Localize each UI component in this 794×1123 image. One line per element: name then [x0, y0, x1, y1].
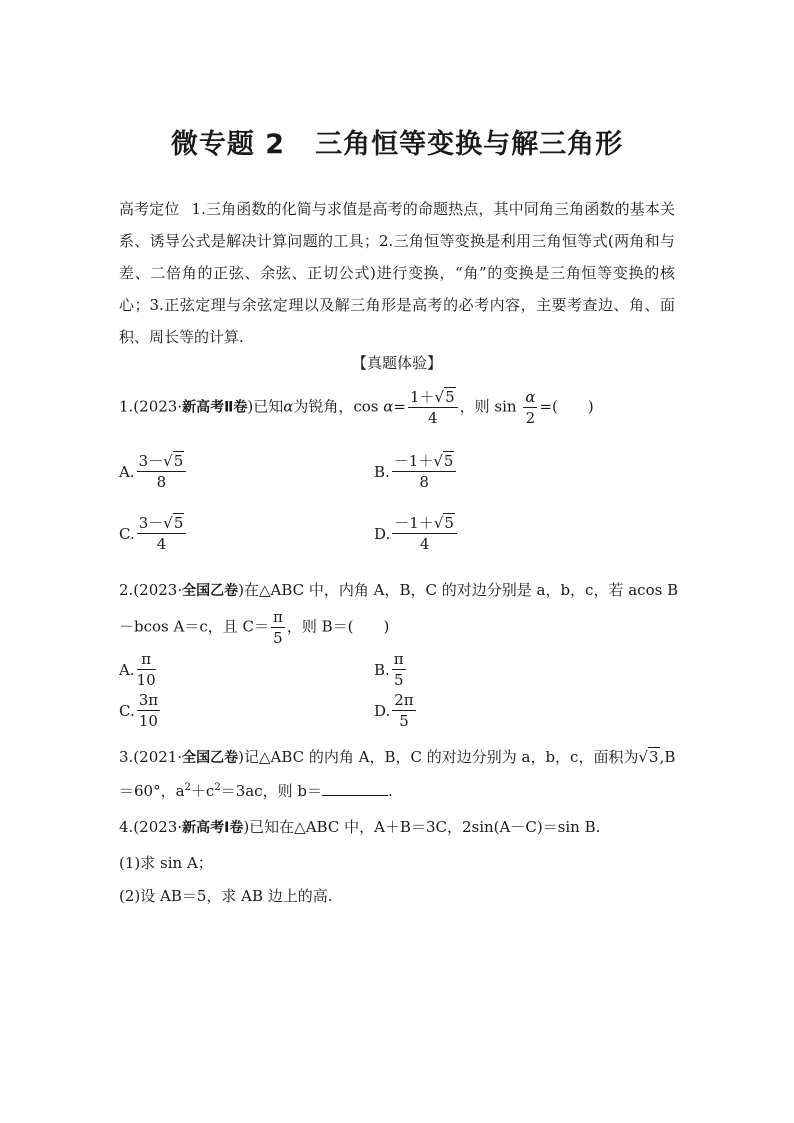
q1-option-a[interactable]: A. $\frac{3-√5}{8}$ [119, 452, 188, 491]
exam-positioning [119, 193, 675, 353]
title-sub: 三角恒等变换与解三角形 [315, 129, 624, 160]
q3-line1-end: ,B [659, 748, 676, 766]
q3-line2c: ＝3ac，则 b＝ [220, 782, 322, 800]
q2-d-den: 5 [399, 712, 409, 730]
q1-sin-den: 2 [525, 409, 536, 427]
q1-source: 新高考Ⅱ卷 [182, 399, 248, 416]
q1-text4: =( ) [539, 397, 594, 416]
q4-prefix: 4.(2023· [119, 818, 183, 836]
q2-option-a[interactable] [119, 650, 158, 689]
q1-option-a-label: A. [119, 462, 135, 481]
q3-line1: )记△ABC 的内角 A，B，C 的对边分别为 a，b，c，面积为 [238, 748, 639, 766]
q2-option-d-label: D. [374, 701, 391, 720]
q2-c-num: π [272, 608, 283, 626]
intro-lead: 高考定位 [119, 200, 180, 218]
q1-a-den: 8 [156, 473, 167, 491]
q1-alpha: α [283, 397, 294, 416]
question-3-stem: 3.(2021·全国乙卷)记△ABC 的内角 A，B，C 的对边分别为 a，b，c，面积为√3,B [119, 748, 676, 766]
q1-cos-num: 1＋ [409, 388, 435, 406]
q1-b-den: 8 [419, 473, 429, 491]
q1-text3: ，则 sin [459, 397, 522, 416]
q1-b-num: －1＋ [393, 452, 434, 470]
q1-option-b-label: B. [374, 462, 390, 481]
q1-option-d-label: D. [374, 524, 391, 543]
q2-option-d[interactable] [374, 691, 418, 730]
q2-a-den: 10 [136, 671, 156, 689]
intro-body: 1.三角函数的化简与求值是高考的命题热点，其中同角三角函数的基本关系、诱导公式是解决计算问题的工具；2.三角恒等变换是利用三角恒等式(两角和与差、二倍角的正弦、余弦、正切公式)进行变换，“角”的变换是三角恒等变换的核心；3.正弦定理与余弦定理以及解三角形是高考的必考内容，主要考查边、角、面积、周长等的计算. [119, 200, 675, 346]
q2-c-opt-den: 10 [138, 712, 158, 730]
page-title [0, 122, 794, 161]
q1-d-den: 4 [419, 535, 430, 553]
q2-line1: )在△ABC 中，内角 A，B，C 的对边分别是 a，b，c，若 acos B [238, 581, 679, 599]
section-heading: 【真题体验】 [351, 354, 442, 372]
q1-b-sqrt: 5 [443, 452, 454, 470]
q1-c-sqrt: 5 [173, 514, 184, 532]
q2-c-opt-num: 3π [138, 691, 159, 709]
q2-source: 全国乙卷 [182, 583, 239, 599]
q3-prefix: 3.(2021· [119, 748, 183, 766]
q3-line2-end: . [387, 782, 393, 800]
q1-option-c-label: C. [119, 524, 135, 543]
q1-option-b[interactable]: B. $\frac{-1+√5}{8}$ [374, 452, 458, 491]
q1-cos-sqrt: 5 [445, 388, 455, 406]
q2-c-den: 5 [273, 629, 283, 647]
title-main: 微专题 2 [170, 129, 286, 160]
q1-sin-fraction [523, 388, 537, 427]
q2-line2b: ，则 B＝( ) [286, 617, 390, 636]
q1-a-sqrt: 5 [173, 452, 184, 470]
q2-option-b-label: B. [374, 660, 390, 679]
q2-option-a-label: A. [119, 660, 135, 679]
q1-prefix: 1.(2023· [119, 397, 183, 416]
q1-cos-fraction: $\frac{1+√5}{4}$ [408, 388, 458, 427]
q1-text1: 为锐角，cos [293, 397, 384, 416]
q2-prefix: 2.(2023· [119, 581, 183, 599]
q1-text: )已知 [247, 397, 284, 416]
q2-b-num: π [393, 650, 404, 668]
q1-c-num: 3－ [138, 514, 164, 532]
q4-line1: )已知在△ABC 中，A＋B＝3C，2sin(A－C)＝sin B. [243, 818, 601, 836]
q3-sqrt: 3 [649, 748, 659, 766]
q2-option-c[interactable] [119, 691, 162, 730]
q1-alpha-2: α [383, 397, 394, 416]
q3-line2a: ＝60°，a [119, 782, 185, 800]
q1-text2: = [393, 397, 406, 416]
q3-sup-a: 2 [184, 782, 191, 793]
q1-a-num: 3－ [138, 452, 164, 470]
q3-sup-c: 2 [214, 782, 221, 793]
q1-c-den: 4 [156, 535, 167, 553]
q2-line2a: －bcos A＝c，且 C＝ [119, 617, 269, 636]
q2-b-den: 5 [393, 671, 404, 689]
question-1-stem [119, 388, 594, 427]
q3-line2b: ＋c [190, 782, 215, 800]
answer-blank[interactable] [322, 781, 388, 796]
q1-d-num: －1＋ [394, 514, 434, 532]
q1-d-sqrt: 5 [444, 514, 454, 532]
q1-cos-den: 4 [428, 409, 438, 427]
q3-source: 全国乙卷 [182, 750, 239, 766]
q2-d-num: 2π [394, 691, 414, 709]
q4-source: 新高考Ⅰ卷 [182, 820, 244, 836]
q2-option-b[interactable] [374, 650, 408, 689]
q2-option-c-label: C. [119, 701, 135, 720]
q4-part-2: (2)设 AB＝5，求 AB 边上的高. [119, 887, 333, 905]
q1-sin-num: α [525, 388, 536, 406]
question-3-stem-line2 [119, 780, 393, 801]
question-4-stem [119, 816, 600, 837]
q4-part-1: (1)求 sin A； [119, 854, 213, 872]
q1-option-c[interactable]: C. $\frac{3-√5}{4}$ [119, 514, 188, 553]
q1-option-d[interactable]: D. $\frac{-1+√5}{4}$ [374, 514, 459, 553]
question-2-stem [119, 579, 678, 600]
question-2-stem-line2 [119, 608, 389, 647]
q2-a-num: π [137, 650, 156, 670]
